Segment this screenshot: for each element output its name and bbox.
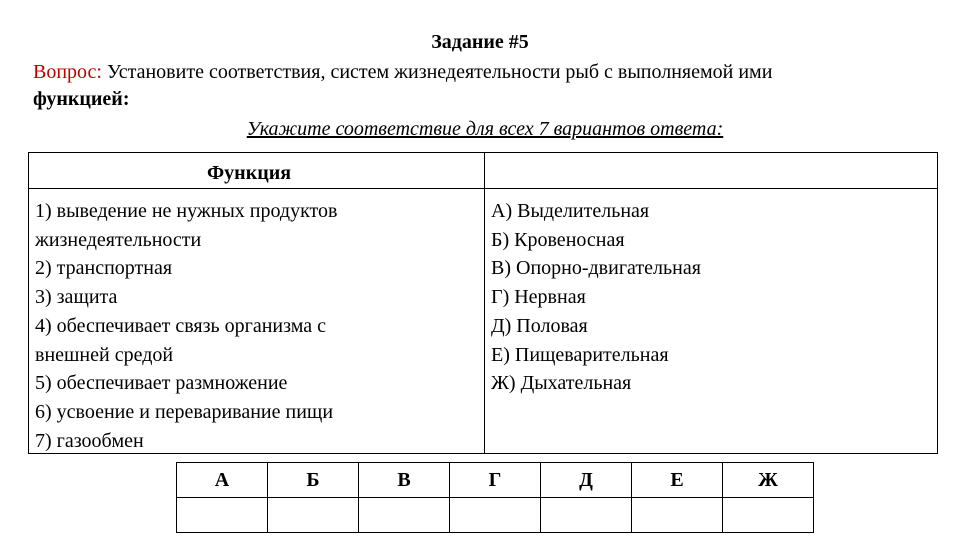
system-line: Д) Половая	[491, 314, 588, 337]
answer-header-row	[177, 463, 814, 498]
system-line: Г) Нервная	[491, 286, 586, 309]
table-divider-vertical	[484, 153, 485, 453]
systems-list	[491, 197, 931, 398]
answer-cell-e[interactable]	[632, 498, 723, 533]
answer-table	[176, 462, 814, 533]
functions-list	[35, 197, 475, 455]
answer-letter: Ж	[723, 463, 814, 498]
function-line: 7) газообмен	[35, 429, 144, 452]
system-line: Ж) Дыхательная	[491, 372, 632, 395]
function-line: жизнедеятельности	[35, 228, 202, 251]
system-line: Б) Кровеносная	[491, 228, 625, 251]
column-header-function: Функция	[207, 162, 292, 184]
table-divider-horizontal	[29, 188, 937, 189]
question-body: Установите соответствия, систем жизнедеятельности рыб с выполняемой ими	[101, 61, 773, 83]
answer-cell-a[interactable]	[177, 498, 268, 533]
function-line: 5) обеспечивает размножение	[35, 372, 288, 395]
system-line: В) Опорно-двигательная	[491, 257, 701, 280]
answer-letter: В	[359, 463, 450, 498]
answer-letter: Д	[541, 463, 632, 498]
system-line: А) Выделительная	[491, 200, 650, 222]
question-label: Вопрос:	[33, 61, 102, 83]
answer-cell-d[interactable]	[541, 498, 632, 533]
question-body-line2: функцией:	[33, 88, 130, 110]
answer-letter: Б	[268, 463, 359, 498]
system-line: Е) Пищеварительная	[491, 343, 669, 366]
answer-letter: Г	[450, 463, 541, 498]
function-line: 3) защита	[35, 286, 118, 309]
function-line: внешней средой	[35, 343, 174, 366]
function-line: 2) транспортная	[35, 257, 173, 280]
answer-letter: А	[177, 463, 268, 498]
answer-cell-v[interactable]	[359, 498, 450, 533]
answer-input-row	[177, 498, 814, 533]
function-line: 6) усвоение и переваривание пищи	[35, 400, 334, 423]
question-text	[33, 59, 943, 113]
function-line: 4) обеспечивает связь организма с	[35, 314, 326, 337]
answer-cell-zh[interactable]	[723, 498, 814, 533]
answer-letter: Е	[632, 463, 723, 498]
task-title: Задание #5	[431, 31, 529, 53]
matching-table	[28, 152, 938, 454]
answer-cell-g[interactable]	[450, 498, 541, 533]
answer-cell-b[interactable]	[268, 498, 359, 533]
instruction: Укажите соответствие для всех 7 вариантов ответа:	[246, 118, 724, 140]
function-line: 1) выведение не нужных продуктов	[35, 200, 338, 222]
